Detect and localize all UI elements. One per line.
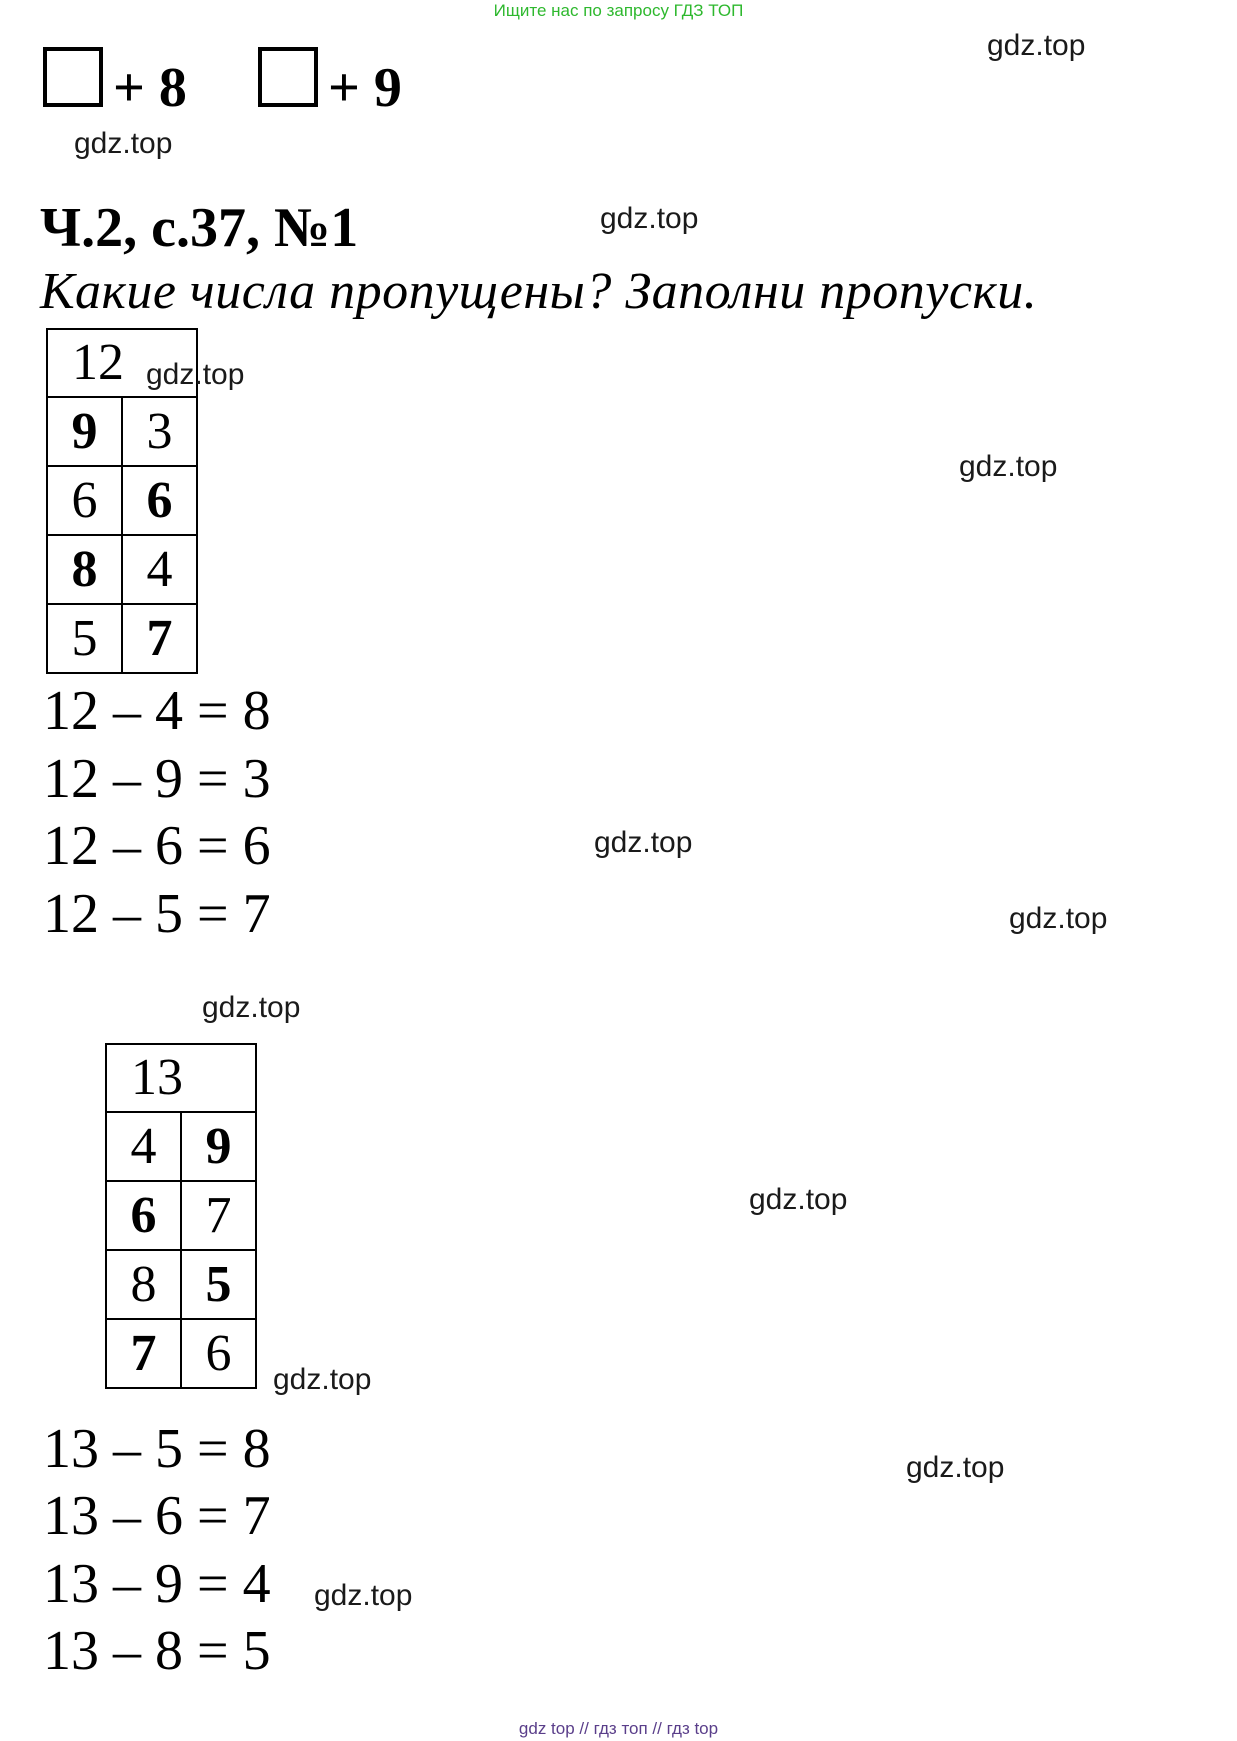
box-expression-1: + 8 <box>113 57 187 119</box>
table-cell: 3 <box>122 397 197 466</box>
watermark: gdz.top <box>749 1183 848 1216</box>
table-cell: 8 <box>106 1250 181 1319</box>
watermark: gdz.top <box>906 1451 1005 1484</box>
watermark: gdz.top <box>1009 902 1108 935</box>
watermark: gdz.top <box>74 127 173 160</box>
table-cell: 6 <box>122 466 197 535</box>
watermark: gdz.top <box>202 991 301 1024</box>
table-cell: 8 <box>47 535 122 604</box>
table-cell: 7 <box>181 1181 256 1250</box>
equation: 12 – 9 = 3 <box>43 748 271 810</box>
equation: 13 – 5 = 8 <box>43 1418 271 1480</box>
table-total-cell: 13 <box>106 1044 256 1112</box>
table-cell: 9 <box>181 1112 256 1181</box>
table-cell: 4 <box>122 535 197 604</box>
table-total-cell: 12 <box>47 329 197 397</box>
box-expression-2: + 9 <box>328 57 402 119</box>
top-banner: Ищите нас по запросу ГДЗ ТОП <box>493 1 744 20</box>
table-cell: 7 <box>106 1319 181 1388</box>
table-cell: 7 <box>122 604 197 673</box>
empty-box-1 <box>43 47 103 107</box>
watermark: gdz.top <box>146 358 245 391</box>
equation: 13 – 8 = 5 <box>43 1620 271 1682</box>
equation: 13 – 6 = 7 <box>43 1485 271 1547</box>
watermark: gdz.top <box>959 450 1058 483</box>
equation: 12 – 4 = 8 <box>43 680 271 742</box>
table-cell: 6 <box>106 1181 181 1250</box>
table-cell: 5 <box>47 604 122 673</box>
table-cell: 6 <box>181 1319 256 1388</box>
watermark: gdz.top <box>314 1579 413 1612</box>
number-table-13 <box>105 1043 257 1389</box>
exercise-heading: Ч.2, с.37, №1 <box>40 197 359 259</box>
table-cell: 6 <box>47 466 122 535</box>
table-cell: 9 <box>47 397 122 466</box>
empty-box-2 <box>258 47 318 107</box>
equation: 13 – 9 = 4 <box>43 1553 271 1615</box>
equation: 12 – 5 = 7 <box>43 883 271 945</box>
watermark: gdz.top <box>600 202 699 235</box>
watermark: gdz.top <box>273 1363 372 1396</box>
table-cell: 4 <box>106 1112 181 1181</box>
table-cell: 5 <box>181 1250 256 1319</box>
watermark: gdz.top <box>987 29 1086 62</box>
task-text: Какие числа пропущены? Заполни пропуски. <box>40 263 1038 320</box>
watermark: gdz.top <box>594 826 693 859</box>
equation: 12 – 6 = 6 <box>43 815 271 877</box>
footer-text: gdz top // гдз топ // гдз top <box>518 1719 719 1738</box>
